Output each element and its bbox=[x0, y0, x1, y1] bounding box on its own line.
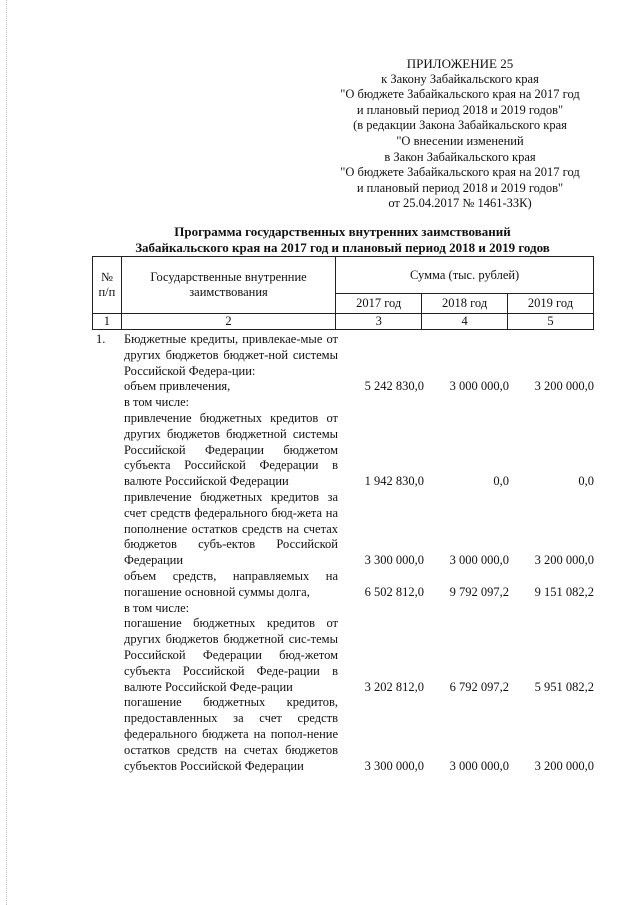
header-year-2019: 2019 год bbox=[508, 294, 594, 314]
value-2019: 0,0 bbox=[578, 474, 594, 489]
document-title bbox=[105, 224, 580, 256]
column-number: 2 bbox=[121, 314, 335, 330]
row-text: объем привлечения, bbox=[124, 379, 231, 394]
column-number: 5 bbox=[508, 314, 594, 330]
value-2018: 9 792 097,2 bbox=[449, 584, 509, 599]
row-text: погашение бюджетных кредитов от других бюджетов бюджетной сис-темы Российской Федерации бюд-жетом субъекта Российской Феде-рации в валюте Российской Феде-рации bbox=[124, 616, 338, 694]
row-text: объем средств, направляемых на погашение основной суммы долга, bbox=[124, 568, 338, 599]
table-row bbox=[124, 601, 594, 617]
value-2018: 0,0 bbox=[493, 474, 509, 489]
header-name: Государственные внутренние заимствования bbox=[121, 257, 335, 314]
column-number: 4 bbox=[422, 314, 508, 330]
column-number: 3 bbox=[336, 314, 422, 330]
value-2017: 3 300 000,0 bbox=[364, 553, 424, 568]
value-2017: 3 300 000,0 bbox=[364, 758, 424, 773]
row-text: в том числе: bbox=[124, 600, 190, 615]
value-2018: 3 000 000,0 bbox=[449, 758, 509, 773]
appendix-line: и плановый период 2018 и 2019 годов" bbox=[356, 102, 564, 117]
value-2019: 3 200 000,0 bbox=[534, 758, 594, 773]
value-2018: 3 000 000,0 bbox=[449, 379, 509, 394]
table-row bbox=[124, 379, 594, 395]
table-row bbox=[124, 616, 594, 695]
title-line-2: Забайкальского края на 2017 год и плановый период 2018 и 2019 годов bbox=[135, 240, 550, 255]
value-2017: 3 202 812,0 bbox=[364, 679, 424, 694]
row-text: погашение бюджетных кредитов, предоставленных за счет средств федерального бюджета на попол-нение остатков средств на счетах бюджетов субъектов Российской Федерации bbox=[124, 695, 338, 773]
section-number: 1. bbox=[96, 332, 106, 346]
value-2017: 1 942 830,0 bbox=[364, 474, 424, 489]
row-text: привлечение бюджетных кредитов от других бюджетов бюджетной системы Российской Федерации бюджетом субъекта Российской Федерации в валюте Российской Федерации bbox=[124, 410, 338, 489]
appendix-line: "О внесении изменений bbox=[396, 133, 524, 148]
value-2019: 3 200 000,0 bbox=[534, 379, 594, 394]
value-2017: 5 242 830,0 bbox=[364, 379, 424, 394]
table-row bbox=[124, 569, 594, 601]
appendix-line: "О бюджете Забайкальского края на 2017 год bbox=[340, 165, 580, 180]
scan-page-edge bbox=[6, 0, 8, 905]
row-text: привлечение бюджетных кредитов за счет средств федерального бюд-жета на пополнение остатков средств на счетах бюджетов субъ-ектов Российской Федерации bbox=[124, 489, 338, 568]
value-2019: 9 151 082,2 bbox=[534, 584, 594, 599]
table-row bbox=[124, 490, 594, 569]
header-year-2017: 2017 год bbox=[336, 294, 422, 314]
appendix-line: "О бюджете Забайкальского края на 2017 год bbox=[340, 87, 580, 102]
appendix-line: от 25.04.2017 № 1461-ЗЗК) bbox=[388, 196, 532, 211]
table-row bbox=[124, 411, 594, 490]
title-line-1: Программа государственных внутренних заимствований bbox=[174, 224, 511, 239]
appendix-line: к Закону Забайкальского края bbox=[381, 71, 539, 86]
appendix-header bbox=[330, 56, 590, 212]
value-2019: 5 951 082,2 bbox=[534, 679, 594, 694]
table-row bbox=[124, 695, 594, 774]
table-row bbox=[124, 332, 594, 379]
appendix-title: ПРИЛОЖЕНИЕ 25 bbox=[406, 56, 514, 71]
value-2019: 3 200 000,0 bbox=[534, 553, 594, 568]
header-sum: Сумма (тыс. рублей) bbox=[336, 257, 594, 294]
header-table bbox=[92, 256, 594, 330]
table-body bbox=[124, 332, 594, 774]
appendix-line: и плановый период 2018 и 2019 годов" bbox=[356, 180, 564, 195]
header-num: № п/п bbox=[93, 257, 122, 314]
value-2018: 3 000 000,0 bbox=[449, 553, 509, 568]
row-text: в том числе: bbox=[124, 395, 190, 410]
value-2018: 6 792 097,2 bbox=[449, 679, 509, 694]
appendix-line: в Закон Забайкальского края bbox=[384, 149, 536, 164]
header-year-2018: 2018 год bbox=[422, 294, 508, 314]
appendix-line: (в редакции Закона Забайкальского края bbox=[353, 118, 567, 133]
column-number: 1 bbox=[93, 314, 122, 330]
row-text: Бюджетные кредиты, привлекае-мые от других бюджетов бюджет-ной системы Российской Федера-ции: bbox=[124, 332, 338, 378]
value-2017: 6 502 812,0 bbox=[364, 584, 424, 599]
table-row bbox=[124, 395, 594, 411]
